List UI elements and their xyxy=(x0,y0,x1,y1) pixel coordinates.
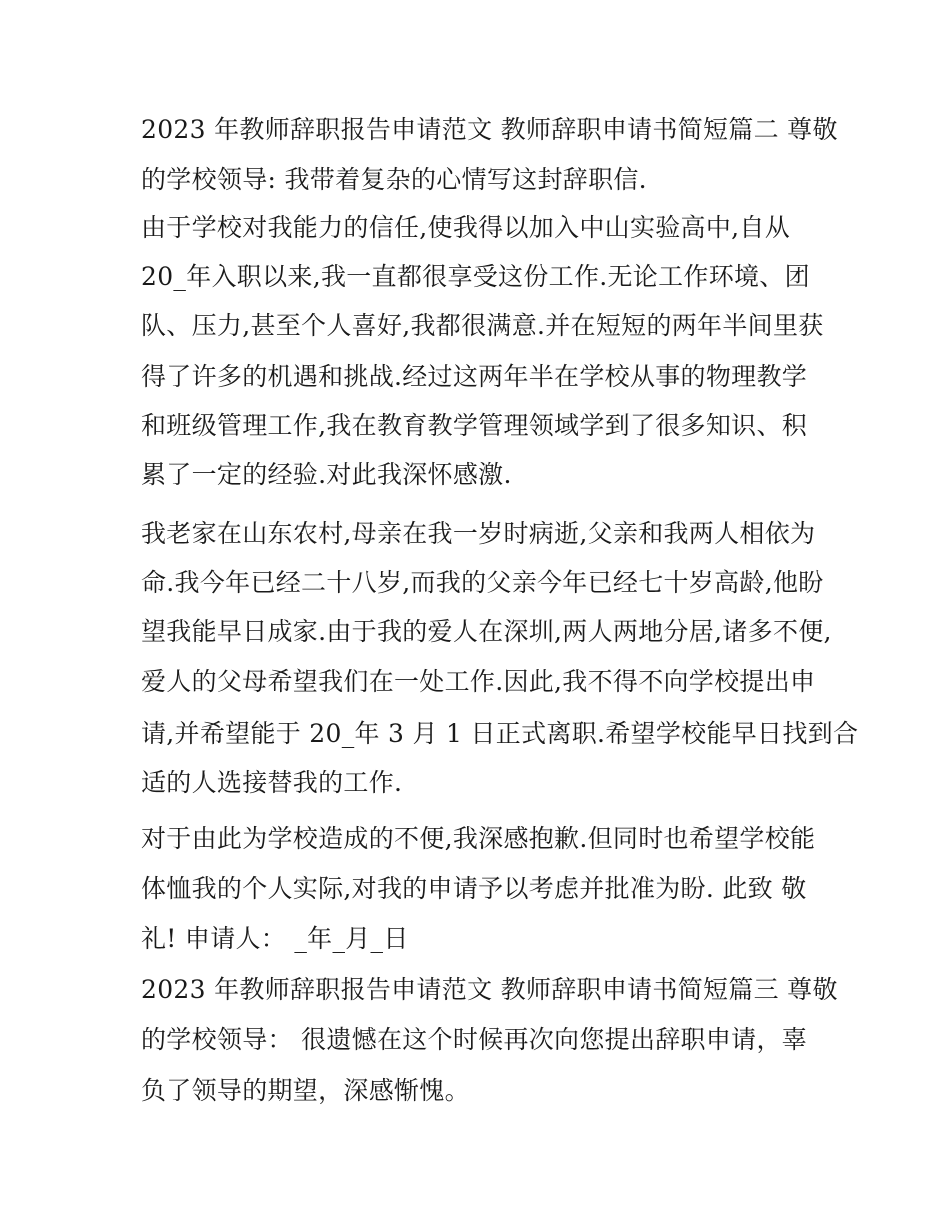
text-line: 2023 年教师辞职报告申请范文 教师辞职申请书简短篇二 尊敬 xyxy=(141,115,838,144)
text-line: 对于由此为学校造成的不便,我深感抱歉.但同时也希望学校能 xyxy=(141,824,816,853)
text-line: 我老家在山东农村,母亲在我一岁时病逝,父亲和我两人相依为 xyxy=(141,519,816,548)
text-line: 的学校领导: 我带着复杂的心情写这封辞职信. xyxy=(141,165,647,194)
text-line: 队、压力,甚至个人喜好,我都很满意.并在短短的两年半间里获 xyxy=(141,311,824,340)
text-line: 爱人的父母希望我们在一处工作.因此,我不得不向学校提出申 xyxy=(141,667,816,696)
text-line: 礼! 申请人： _年_月_日 xyxy=(141,924,409,953)
text-line: 累了一定的经验.对此我深怀感激. xyxy=(141,460,512,489)
text-line: 2023 年教师辞职报告申请范文 教师辞职申请书简短篇三 尊敬 xyxy=(141,975,838,1004)
text-line: 命.我今年已经二十八岁,而我的父亲今年已经七十岁高龄,他盼 xyxy=(141,568,824,597)
text-line: 得了许多的机遇和挑战.经过这两年半在学校从事的物理教学 xyxy=(141,362,808,391)
text-line: 请,并希望能于 20_年 3 月 1 日正式离职.希望学校能早日找到合 xyxy=(141,719,859,748)
text-line: 20_年入职以来,我一直都很享受这份工作.无论工作环境、团 xyxy=(141,262,810,291)
text-line: 适的人选接替我的工作. xyxy=(141,768,403,797)
text-line: 和班级管理工作,我在教育教学管理领域学到了很多知识、积 xyxy=(141,411,808,440)
text-line: 望我能早日成家.由于我的爱人在深圳,两人两地分居,诸多不便, xyxy=(141,617,832,646)
text-line: 由于学校对我能力的信任,使我得以加入中山实验高中,自从 xyxy=(141,213,790,242)
text-line: 负了领导的期望，深感惭愧。 xyxy=(141,1076,470,1105)
text-line: 的学校领导： 很遗憾在这个时候再次向您提出辞职申请，辜 xyxy=(141,1025,808,1054)
text-line: 体恤我的个人实际,对我的申请予以考虑并批准为盼. 此致 敬 xyxy=(141,874,807,903)
